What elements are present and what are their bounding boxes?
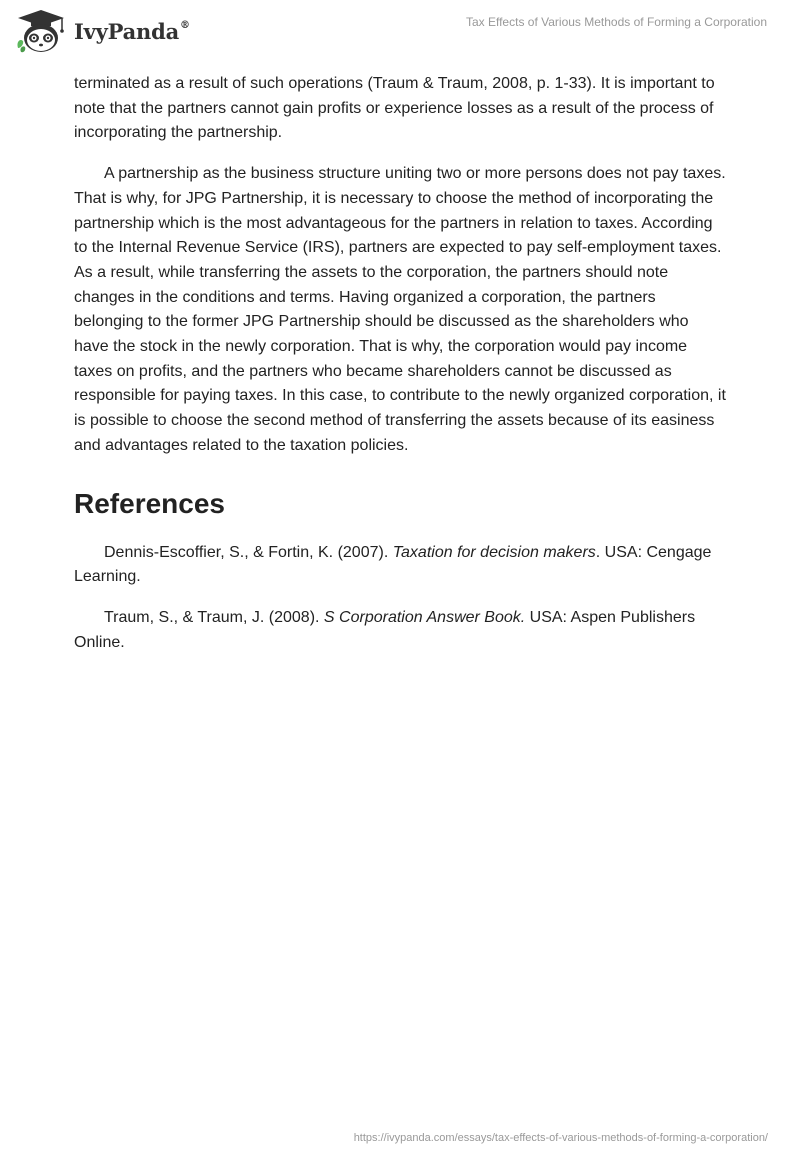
brand-name: IvyPanda® [74, 18, 190, 44]
reference-item-1: Dennis-Escoffier, S., & Fortin, K. (2007). Taxation for decision makers. USA: Cengage Learning. [74, 543, 712, 586]
footer-url[interactable]: https://ivypanda.com/essays/tax-effects-of-various-methods-of-forming-a-corporation/ [353, 1132, 768, 1144]
document-title: Tax Effects of Various Methods of Forming a Corporation [465, 15, 767, 29]
panda-logo-icon [14, 8, 68, 54]
references-heading: References [74, 487, 225, 519]
logo[interactable] [14, 8, 190, 54]
essay-content [74, 72, 726, 671]
paragraph-taxes: A partnership as the business structure uniting two or more persons does not pay taxes. That is why, for JPG Partnership, it is necessary to choose the method of incorporating the partnership which is the most advantageous for the partners in relation to taxes. According to the Internal Revenue Service (IRS), partners are expected to pay self-employment taxes. As a result, while transferring the assets to the corporation, the partners should note changes in the conditions and terms. Having organized a corporation, the partners belonging to the former JPG Partnership should be discussed as the shareholders who have the stock in the newly corporation. That is why, the corporation would pay income taxes on profits, and the partners who became shareholders cannot be discussed as responsible for paying taxes. In this case, to contribute to the newly organized corporation, it is possible to choose the second method of transferring the assets because of its easiness and advantages related to the taxation policies. [74, 165, 726, 454]
reference-item-2: Traum, S., & Traum, J. (2008). S Corporation Answer Book. USA: Aspen Publishers Online. [74, 608, 696, 651]
page-header [0, 0, 800, 60]
paragraph-continued: terminated as a result of such operations (Traum & Traum, 2008, p. 1-33). It is important to note that the partners cannot gain profits or experience losses as a result of the process of incorporating the partnership. [74, 75, 715, 142]
